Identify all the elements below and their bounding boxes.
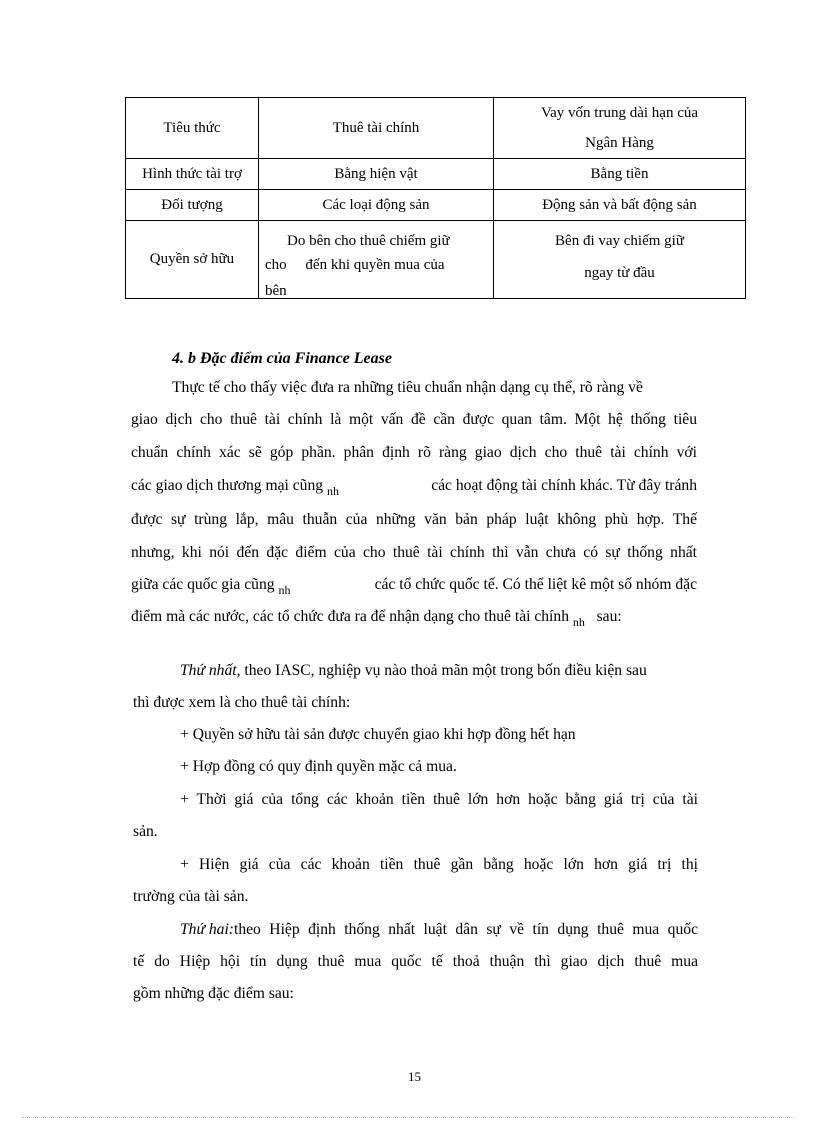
row-label: Quyền sở hữu	[126, 221, 259, 299]
lease-cell: Các loại động sản	[259, 190, 494, 221]
header-cell: Vay vốn trung dài hạn của Ngân Hàng	[494, 98, 746, 159]
list-item: + Hiện giá của các khoản tiền thuê gần bằng hoặc lớn hơn giá trị thị	[180, 856, 698, 873]
paragraph-line: giữa các quốc gia cũng $_{nh}$ các tổ chức quốc tế. Có thể liệt kê một số nhóm đặc	[131, 576, 697, 597]
paragraph-line: được sự trùng lắp, mâu thuẫn của những văn bản pháp luật không phù hợp. Thế	[131, 511, 697, 528]
table-row	[126, 159, 746, 190]
list-item: trường của tài sản.	[133, 888, 249, 905]
list-item: + Quyền sở hữu tài sản được chuyển giao khi hợp đồng hết hạn	[180, 726, 576, 743]
page-border	[22, 1117, 794, 1118]
lease-cell: Do bên cho thuê chiếm giữ cho đến khi quyền mua của bên	[259, 221, 494, 299]
paragraph-line: chuẩn chính xác sẽ góp phần. phân định rõ ràng giao dịch cho thuê tài chính với	[131, 444, 697, 461]
list-item: + Thời giá của tổng các khoản tiền thuê lớn hơn hoặc bằng giá trị của tài	[180, 791, 698, 808]
paragraph-line: Thực tế cho thấy việc đưa ra những tiêu chuẩn nhận dạng cụ thể, rõ ràng về	[172, 379, 643, 396]
header-cell: Tiêu thức	[126, 98, 259, 159]
paragraph-line: thì được xem là cho thuê tài chính:	[133, 694, 351, 711]
page-number: 15	[408, 1069, 421, 1084]
loan-cell: Bằng tiền	[494, 159, 746, 190]
paragraph-line: các giao dịch thương mại cũng $_{nh}$ các hoạt động tài chính khác. Từ đây tránh	[131, 477, 697, 498]
paragraph-line: nhưng, khi nói đến đặc điểm của cho thuê tài chính thì vẫn chưa có sự thống nhất	[131, 544, 697, 561]
paragraph-line: điểm mà các nước, các tổ chức đưa ra để nhận dạng cho thuê tài chính $_{nh}$ sau:	[131, 608, 622, 629]
row-label: Đối tượng	[126, 190, 259, 221]
comparison-table	[125, 97, 746, 299]
table-row	[126, 190, 746, 221]
table-header-row	[126, 98, 746, 159]
paragraph-line: gồm những đặc điểm sau:	[133, 985, 294, 1002]
lease-cell: Bằng hiện vật	[259, 159, 494, 190]
header-cell: Thuê tài chính	[259, 98, 494, 159]
table-row	[126, 221, 746, 299]
list-item: sản.	[133, 823, 158, 840]
paragraph-line: Thứ nhất, theo IASC, nghiệp vụ nào thoả mãn một trong bốn điều kiện sau	[180, 662, 647, 679]
loan-cell: Động sản và bất động sản	[494, 190, 746, 221]
paragraph-line: giao dịch cho thuê tài chính là một vấn đề cần được quan tâm. Một hệ thống tiêu	[131, 411, 697, 428]
paragraph-line: Thứ hai: theo Hiệp định thống nhất luật dân sự về tín dụng thuê mua quốc	[180, 921, 698, 938]
list-item: + Hợp đồng có quy định quyền mặc cả mua.	[180, 758, 457, 775]
row-label: Hình thức tài trợ	[126, 159, 259, 190]
paragraph-line: tế do Hiệp hội tín dụng thuê mua quốc tế thoả thuận thì giao dịch thuê mua	[133, 953, 698, 970]
section-heading: 4. b Đặc điểm của Finance Lease	[172, 350, 392, 367]
loan-cell: Bên đi vay chiếm giữ ngay từ đầu	[494, 221, 746, 299]
